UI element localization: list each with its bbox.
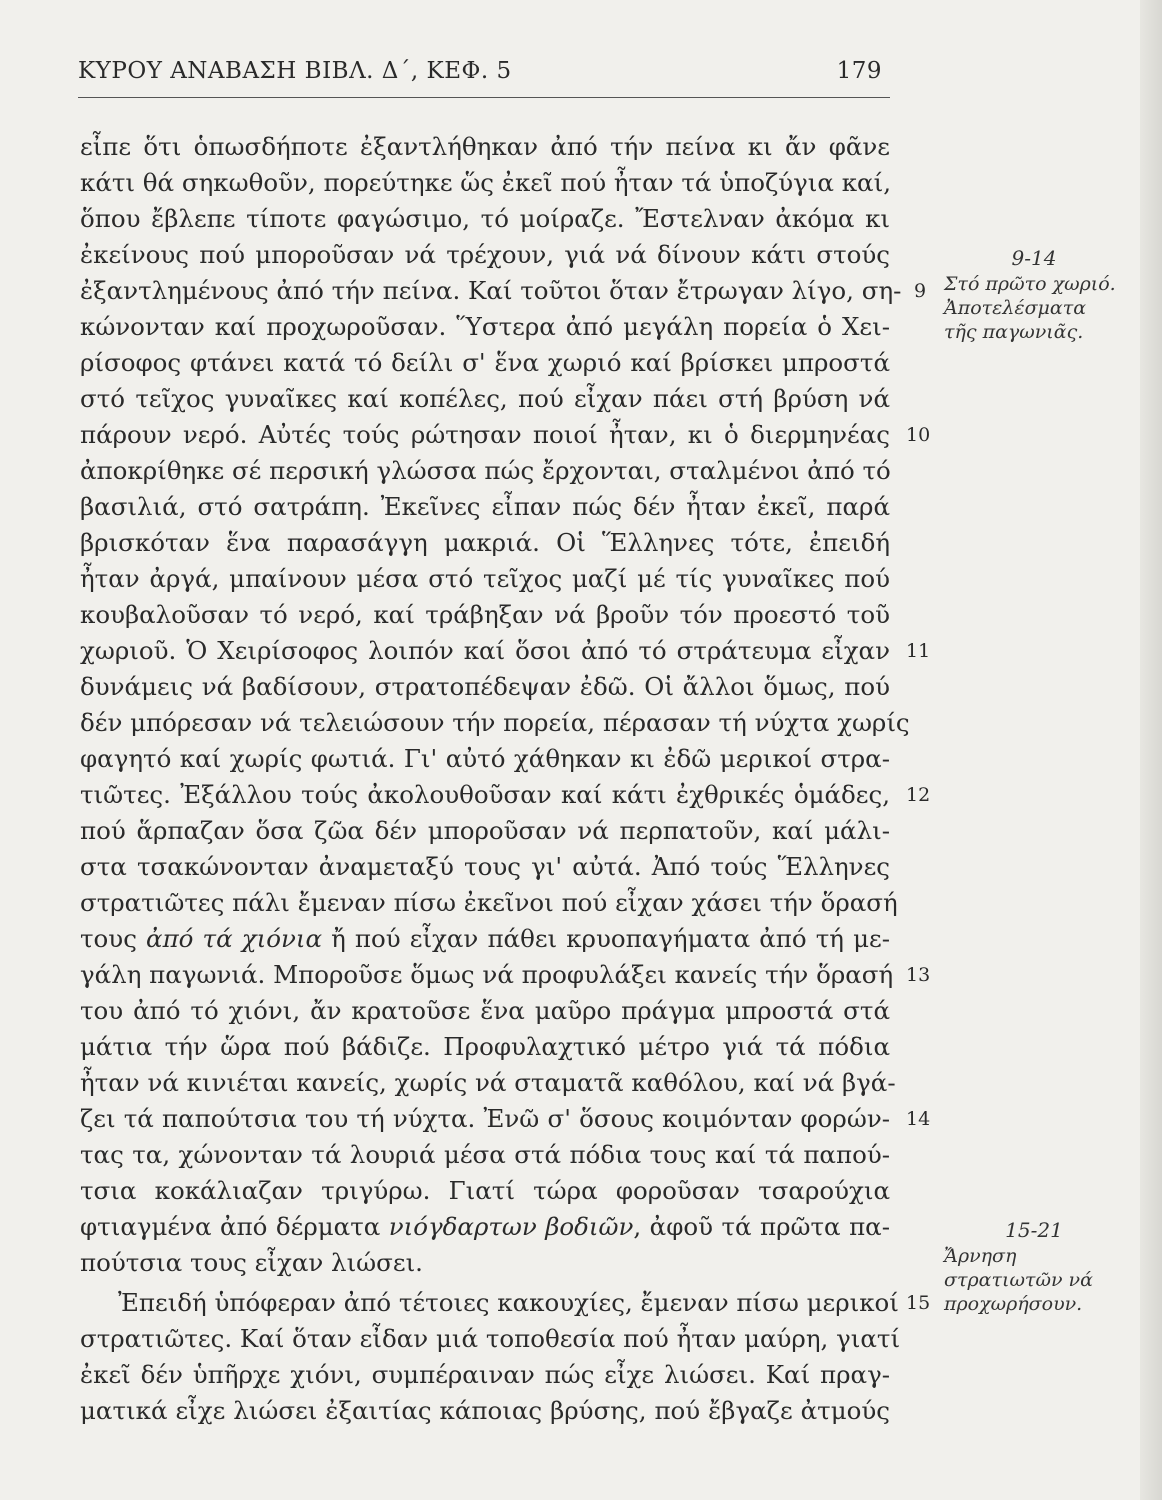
margin-note bbox=[944, 1218, 1124, 1316]
text-line: στό τεῖχος γυναῖκες καί κοπέλες, πού εἶχαν πάει στή βρύση νά bbox=[80, 384, 890, 413]
text-line: κουβαλοῦσαν τό νερό, καί τράβηξαν νά βροῦν τόν προεστό τοῦ bbox=[80, 600, 890, 629]
text-line: του ἀπό τό χιόνι, ἄν κρατοῦσε ἕνα μαῦρο πράγμα μπροστά στά bbox=[80, 996, 890, 1025]
italic-phrase: ἀπό τά χιόνια bbox=[146, 924, 322, 953]
text-line: ἐκεῖ δέν ὑπῆρχε χιόνι, συμπέραιναν πώς εἶχε λιώσει. Καί πραγ- bbox=[80, 1360, 890, 1389]
margin-note-text: Στό πρῶτο χωριό. Ἀποτελέσματα τῆς παγωνιᾶς. bbox=[944, 273, 1116, 343]
margin-note-range: 15-21 bbox=[1005, 1218, 1063, 1242]
text-line: βασιλιά, στό σατράπη. Ἐκεῖνες εἶπαν πώς δέν ἦταν ἐκεῖ, παρά bbox=[80, 492, 890, 521]
text-line: Ἐπειδή ὑπόφεραν ἀπό τέτοιες κακουχίες, ἔμεναν πίσω μερικοί bbox=[118, 1288, 899, 1317]
section-number: 9 bbox=[914, 280, 927, 302]
text-line: εἶπε ὅτι ὁπωσδήποτε ἐξαντλήθηκαν ἀπό τήν πείνα κι ἄν φᾶνε bbox=[80, 132, 890, 161]
text-line: κώνονταν καί προχωροῦσαν. Ὕστερα ἀπό μεγάλη πορεία ὁ Χει- bbox=[80, 312, 890, 341]
text-line: ἦταν νά κινιέται κανείς, χωρίς νά σταματᾶ καθόλου, καί νά βγά- bbox=[80, 1068, 896, 1097]
section-number: 14 bbox=[906, 1108, 931, 1130]
text-line: ἦταν ἀργά, μπαίνουν μέσα στό τεῖχος μαζί μέ τίς γυναῖκες πού bbox=[80, 564, 890, 593]
text-line: ἀποκρίθηκε σέ περσική γλώσσα πώς ἔρχονται, σταλμένοι ἀπό τό bbox=[80, 456, 891, 485]
italic-phrase: νιόγδαρτων βοδιῶν bbox=[388, 1212, 634, 1241]
text-run: τους bbox=[80, 924, 147, 953]
section-number: 15 bbox=[906, 1292, 931, 1314]
text-line bbox=[80, 921, 890, 957]
text-line: ζει τά παπούτσια του τή νύχτα. Ἐνῶ σ' ὅσους κοιμόνταν φορών- bbox=[80, 1104, 890, 1133]
page-edge bbox=[1140, 0, 1162, 1500]
text-line: πάρουν νερό. Αὐτές τούς ρώτησαν ποιοί ἦταν, κι ὁ διερμηνέας bbox=[80, 420, 890, 449]
text-line: τιῶτες. Ἐξάλλου τούς ἀκολουθοῦσαν καί κάτι ἐχθρικές ὁμάδες, bbox=[80, 780, 890, 809]
text-line: στα τσακώνονταν ἀναμεταξύ τους γι' αὐτά. Ἀπό τούς Ἕλληνες bbox=[80, 852, 890, 881]
section-number: 12 bbox=[906, 784, 931, 806]
text-line: πού ἅρπαζαν ὅσα ζῶα δέν μποροῦσαν νά περπατοῦν, καί μάλι- bbox=[80, 816, 890, 845]
margin-note-text: Ἄρνηση στρατιωτῶν νά προχωρήσουν. bbox=[944, 1245, 1093, 1315]
text-line: δέν μπόρεσαν νά τελειώσουν τήν πορεία, πέρασαν τή νύχτα χωρίς bbox=[80, 708, 910, 737]
text-line: πούτσια τους εἶχαν λιώσει. bbox=[80, 1248, 423, 1277]
running-header bbox=[78, 58, 890, 92]
section-number: 13 bbox=[906, 964, 931, 986]
text-line: τσια κοκάλιαζαν τριγύρω. Γιατί τώρα φοροῦσαν τσαρούχια bbox=[80, 1176, 890, 1205]
text-line: ἐξαντλημένους ἀπό τήν πείνα. Καί τοῦτοι ὅταν ἔτρωγαν λίγο, ση- bbox=[80, 276, 902, 305]
text-line: φαγητό καί χωρίς φωτιά. Γι' αὐτό χάθηκαν κι ἐδῶ μερικοί στρα- bbox=[80, 744, 890, 773]
section-number: 11 bbox=[906, 640, 931, 662]
text-line: τας τα, χώνονταν τά λουριά μέσα στά πόδια τους καί τά παπού- bbox=[80, 1140, 890, 1169]
margin-note-range: 9-14 bbox=[1011, 246, 1057, 270]
margin-note bbox=[944, 246, 1124, 344]
text-line: μάτια τήν ὥρα πού βάδιζε. Προφυλαχτικό μέτρο γιά τά πόδια bbox=[80, 1032, 890, 1061]
text-line: ἐκείνους πού μποροῦσαν νά τρέχουν, γιά νά δίνουν κάτι στούς bbox=[80, 240, 890, 269]
text-line: στρατιῶτες πάλι ἔμεναν πίσω ἐκεῖνοι πού εἶχαν χάσει τήν ὅρασή bbox=[80, 888, 898, 917]
text-line: ρίσοφος φτάνει κατά τό δείλι σ' ἕνα χωριό καί βρίσκει μπροστά bbox=[80, 348, 890, 377]
text-run: φτιαγμένα ἀπό δέρματα bbox=[80, 1212, 389, 1241]
text-run: , ἀφοῦ τά πρῶτα πα- bbox=[633, 1212, 890, 1241]
text-run: ἤ πού εἶχαν πάθει κρυοπαγήματα ἀπό τή με- bbox=[322, 924, 890, 953]
text-line: στρατιῶτες. Καί ὅταν εἶδαν μιά τοποθεσία πού ἦταν μαύρη, γιατί bbox=[80, 1324, 901, 1353]
header-rule bbox=[78, 97, 890, 98]
text-line: χωριοῦ. Ὁ Χειρίσοφος λοιπόν καί ὅσοι ἀπό τό στράτευμα εἶχαν bbox=[80, 636, 890, 665]
section-number: 10 bbox=[906, 424, 931, 446]
text-line: βρισκόταν ἕνα παρασάγγη μακριά. Οἱ Ἕλληνες τότε, ἐπειδή bbox=[80, 528, 890, 557]
text-line: γάλη παγωνιά. Μποροῦσε ὅμως νά προφυλάξει κανείς τήν ὅρασή bbox=[80, 960, 894, 989]
text-line bbox=[80, 1209, 890, 1245]
running-title: ΚΥΡΟΥ ΑΝΑΒΑΣΗ ΒΙΒΛ. Δ΄, ΚΕΦ. 5 bbox=[78, 58, 512, 84]
text-line: ματικά εἶχε λιώσει ἐξαιτίας κάποιας βρύσης, πού ἔβγαζε ἀτμούς bbox=[80, 1396, 890, 1425]
text-line: δυνάμεις νά βαδίσουν, στρατοπέδεψαν ἐδῶ. Οἱ ἄλλοι ὅμως, πού bbox=[80, 672, 890, 701]
page-number: 179 bbox=[836, 58, 882, 84]
text-line: κάτι θά σηκωθοῦν, πορεύτηκε ὥς ἐκεῖ πού ἦταν τά ὑποζύγια καί, bbox=[80, 168, 891, 197]
text-line: ὅπου ἔβλεπε τίποτε φαγώσιμο, τό μοίραζε. Ἔστελναν ἀκόμα κι bbox=[80, 204, 890, 233]
